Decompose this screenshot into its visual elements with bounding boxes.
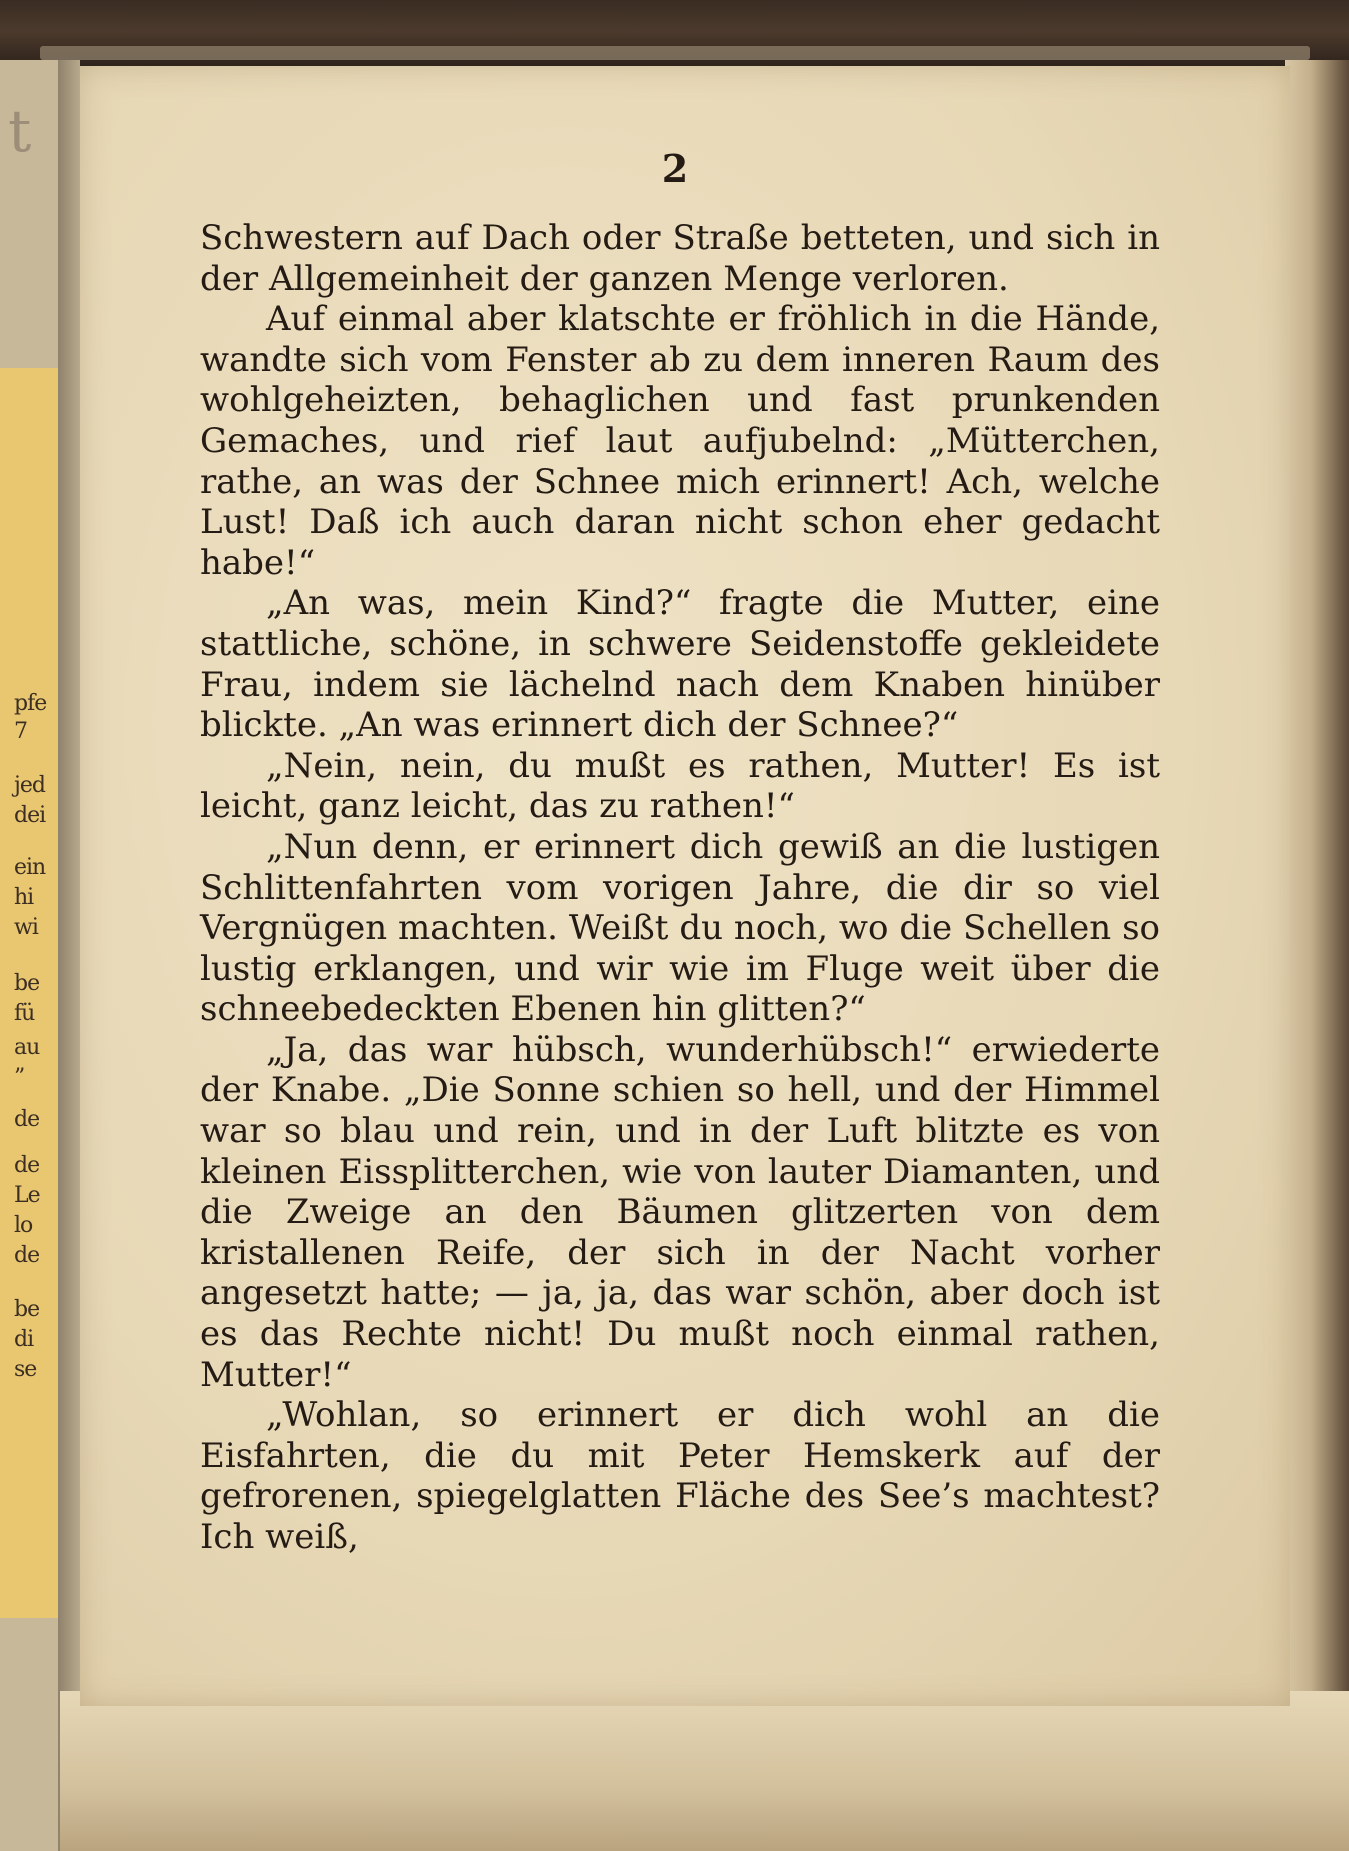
paragraph: „An was, mein Kind?“ fragte die Mutter, eine stattliche, schöne, in schwere Seidenstoffe gekleidete Frau, indem sie lächelnd nach dem Knaben hinüber blickte. „An was erinnert dich der Schnee?“ <box>200 583 1160 746</box>
facing-page-margin <box>0 60 80 1851</box>
margin-fragment: jed <box>14 773 45 798</box>
margin-fragment: t <box>8 97 31 165</box>
margin-fragment: pfe <box>14 691 47 716</box>
margin-fragment: dei <box>14 803 46 828</box>
margin-fragment: 7 <box>14 719 27 744</box>
paragraph: „Ja, das war hübsch, wunderhübsch!“ erwiederte der Knabe. „Die Sonne schien so hell, und der Himmel war so blau und rein, und in der Luft blitzte es von kleinen Eissplitterchen, wie von lauter Diamanten, und die Zweige an den Bäumen glitzerten von dem kristallenen Reife, der sich in der Nacht vorher angesetzt hatte; — ja, ja, das war schön, aber doch ist es das Rechte nicht! Du mußt noch einmal rathen, Mutter!“ <box>200 1029 1160 1395</box>
margin-fragment: be <box>14 971 40 996</box>
margin-fragment: de <box>14 1153 40 1178</box>
margin-fragment: di <box>14 1327 34 1352</box>
margin-fragment: be <box>14 1297 40 1322</box>
margin-fragment: hi <box>14 885 34 910</box>
body-text <box>200 218 1160 1558</box>
gutter-shadow <box>58 60 80 1851</box>
paragraph: „Nun denn, er erinnert dich gewiß an die lustigen Schlittenfahrten vom vorigen Jahre, die dir so viel Vergnügen machten. Weißt du noch, wo die Schellen so lustig erklangen, und wir wie im Fluge weit über die schneebedeckten Ebenen hin glitten?“ <box>200 826 1160 1030</box>
margin-fragment: wi <box>14 915 38 940</box>
margin-fragment: se <box>14 1357 37 1382</box>
margin-fragment: fü <box>14 1001 35 1026</box>
book-right-edge <box>1285 60 1349 1851</box>
margin-fragment: de <box>14 1107 40 1132</box>
book-top-edge <box>0 0 1349 70</box>
binding-strip <box>40 46 1310 60</box>
book-page <box>80 66 1290 1706</box>
page-number: 2 <box>661 146 689 191</box>
paragraph: „Nein, nein, du mußt es rathen, Mutter! Es ist leicht, ganz leicht, das zu rathen!“ <box>200 745 1160 827</box>
paragraph: Schwestern auf Dach oder Straße betteten, und sich in der Allgemeinheit der ganzen Menge verloren. <box>200 218 1160 299</box>
margin-fragment: lo <box>14 1213 33 1238</box>
margin-fragment: ” <box>14 1065 25 1090</box>
margin-fragment: au <box>14 1035 40 1060</box>
margin-fragment: Le <box>14 1183 40 1208</box>
margin-fragment: de <box>14 1243 40 1268</box>
paragraph: „Wohlan, so erinnert er dich wohl an die Eisfahrten, die du mit Peter Hemskerk auf der gefrorenen, spiegelglatten Fläche des See’s machtest? Ich weiß, <box>200 1395 1160 1557</box>
book-bottom-edge <box>60 1691 1349 1851</box>
paragraph: Auf einmal aber klatschte er fröhlich in die Hände, wandte sich vom Fenster ab zu dem inneren Raum des wohlgeheizten, behaglichen und fast prunkenden Gemaches, und rief laut aufjubelnd: „Mütterchen, rathe, an was der Schnee mich erinnert! Ach, welche Lust! Daß ich auch daran nicht schon eher gedacht habe!“ <box>200 299 1160 583</box>
margin-fragment: ein <box>14 855 46 880</box>
